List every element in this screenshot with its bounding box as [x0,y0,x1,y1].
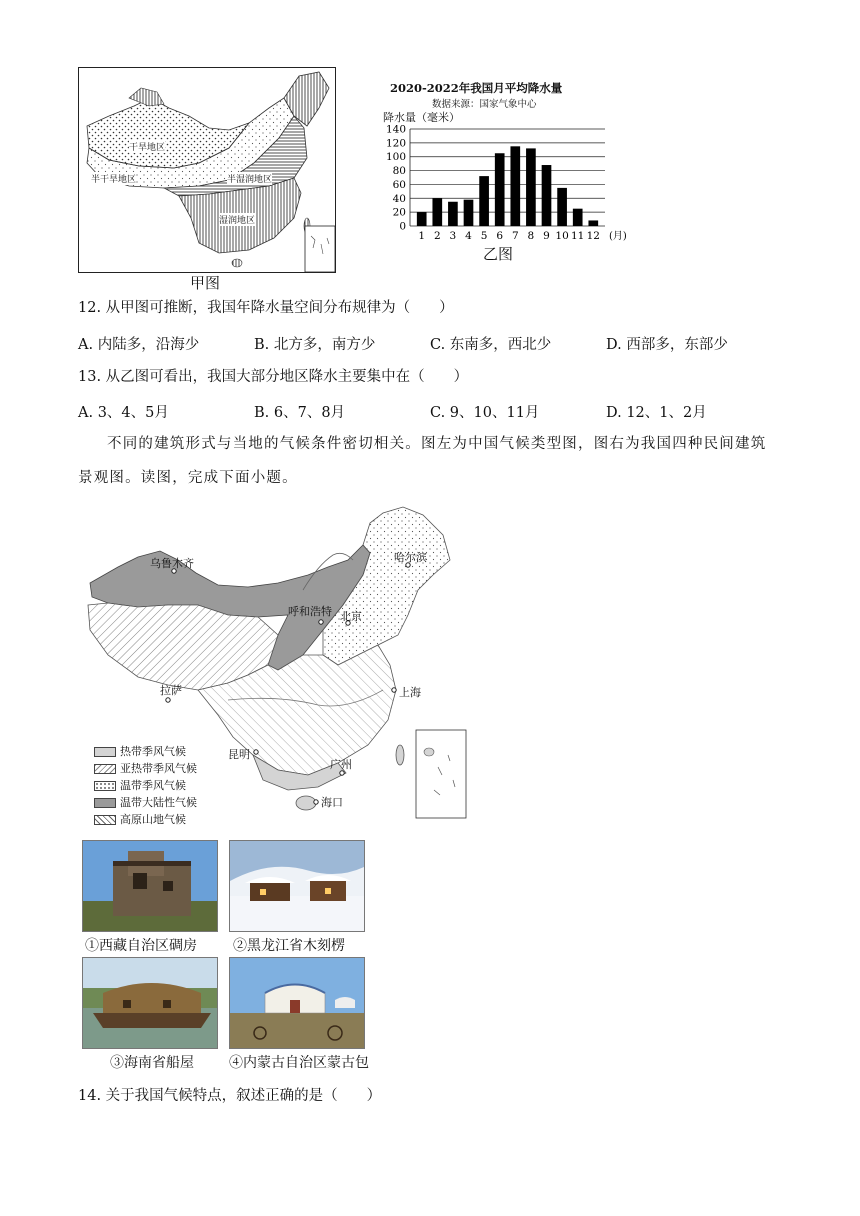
legend-label: 热带季风气候 [120,745,186,758]
region-label-semi-arid: 半干旱地区 [91,172,136,185]
photo-caption-4: ④内蒙古自治区蒙古包 [229,1055,369,1071]
y-tick-label: 60 [392,178,406,191]
intro-paragraph: 不同的建筑形式与当地的气候条件密切相关。图左为中国气候类型图，图右为我国四种民间建筑景观图。读图，完成下面小题。 [78,436,767,486]
q13-option-c[interactable]: C. 9、10、11月 [430,405,540,421]
legend-label: 温带季风气候 [120,779,186,792]
city-hohhot: 呼和浩特 [288,605,332,618]
bar-month-4 [464,200,474,226]
bar-month-10 [557,188,567,226]
legend-temperate-continental [94,796,197,810]
q12-option-d[interactable]: D. 西部多，东部少 [606,337,728,353]
q12-option-b[interactable]: B. 北方多，南方少 [254,337,376,353]
legend-label: 亚热带季风气候 [120,762,197,775]
x-tick-label: 7 [511,230,519,242]
y-tick-label: 80 [392,165,406,178]
city-urumqi: 乌鲁木齐 [150,557,194,570]
x-tick-label: 9 [543,230,550,242]
x-tick-label: 1 [418,230,426,242]
x-tick-label: 10 [555,230,569,242]
bar-month-9 [542,165,552,226]
bar-month-12 [588,220,598,226]
precipitation-map-drawing [79,68,335,272]
city-beijing: 北京 [340,610,362,623]
city-kunming: 昆明 [228,748,250,761]
city-harbin: 哈尔滨 [394,551,427,564]
bar-month-1 [417,212,427,226]
photo-hainan-boat-house [82,957,218,1049]
q14-stem: 14. 关于我国气候特点，叙述正确的是（ ） [78,1088,382,1104]
city-lhasa: 拉萨 [160,684,182,697]
city-haikou: 海口 [321,796,343,809]
bar-month-7 [510,146,520,226]
q13-option-b[interactable]: B. 6、7、8月 [254,405,346,421]
x-tick-label: 6 [496,230,504,242]
y-tick-label: 120 [385,137,406,150]
x-axis-label: (月) [609,231,627,242]
x-tick-label: 4 [465,230,472,242]
region-label-arid: 干旱地区 [129,140,165,153]
legend-label: 高原山地气候 [120,813,186,826]
map-jia-caption: 甲图 [190,274,221,292]
precipitation-bar-chart [380,122,630,244]
q13-option-d[interactable]: D. 12、1、2月 [606,405,707,421]
x-tick-label: 2 [433,230,441,242]
photo-heilongjiang-log-house [229,840,365,932]
y-tick-label: 100 [385,151,406,164]
x-tick-label: 11 [571,230,585,242]
bar-month-3 [448,202,458,226]
x-tick-label: 8 [527,230,535,242]
region-label-humid: 湿润地区 [219,213,255,226]
photo-caption-3: ③海南省船屋 [110,1055,194,1071]
bar-month-5 [479,176,489,226]
legend-plateau-mountain [94,813,186,827]
q12-option-a[interactable]: A. 内陆多，沿海少 [78,337,200,353]
q13-option-a[interactable]: A. 3、4、5月 [78,405,169,421]
y-tick-label: 40 [392,192,406,205]
precipitation-map [78,67,336,273]
legend-temperate-monsoon [94,779,186,793]
chart-caption: 乙图 [483,245,514,263]
q12-option-c[interactable]: C. 东南多，西北少 [430,337,552,353]
q12-stem: 12. 从甲图可推断，我国年降水量空间分布规律为（ ） [78,300,454,316]
chart-title: 2020-2022年我国月平均降水量 [390,81,563,95]
legend-subtropical-monsoon [94,762,197,776]
q13-stem: 13. 从乙图可看出，我国大部分地区降水主要集中在（ ） [78,369,469,385]
y-tick-label: 20 [392,206,406,219]
photo-tibet-stone-house [82,840,218,932]
legend-label: 温带大陆性气候 [120,796,197,809]
bar-month-2 [432,198,442,226]
chart-subtitle: 数据来源：国家气象中心 [432,99,537,110]
photo-caption-1: ①西藏自治区碉房 [85,938,197,954]
bar-month-6 [495,153,505,226]
photo-inner-mongolia-yurt [229,957,365,1049]
bar-month-8 [526,148,536,226]
region-label-semi-humid: 半湿润地区 [227,172,272,185]
legend-tropical-monsoon [94,745,186,759]
photo-caption-2: ②黑龙江省木刻楞 [233,938,345,954]
x-tick-label: 5 [480,230,488,242]
chart-ylabel: 降水量（毫米） [383,111,460,124]
y-tick-label: 0 [399,220,406,233]
x-tick-label: 12 [586,230,600,242]
y-tick-label: 140 [385,123,406,136]
city-shanghai: 上海 [399,686,421,699]
city-guangzhou: 广州 [330,758,352,771]
bar-month-11 [573,209,583,226]
x-tick-label: 3 [449,230,457,242]
